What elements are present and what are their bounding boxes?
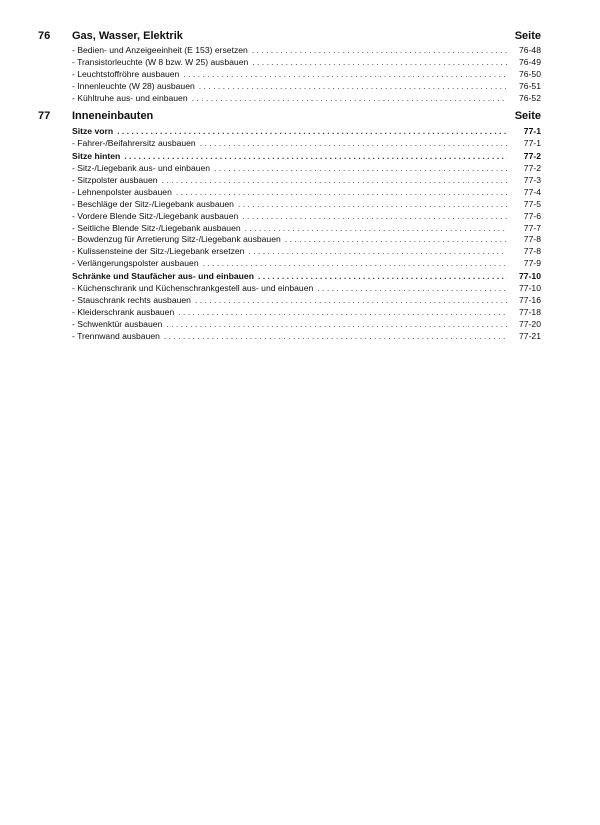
toc-entry[interactable] — [72, 283, 541, 295]
entry-label: - Trennwand ausbauen — [72, 330, 160, 341]
toc-section-entry[interactable] — [72, 151, 541, 163]
entry-page: 77-7 — [523, 222, 541, 233]
chapter-number: 77 — [38, 110, 51, 123]
entry-label: - Fahrer-/Beifahrersitz ausbauen — [72, 138, 196, 149]
entry-label: - Sitzpolster ausbauen — [72, 175, 158, 186]
entry-label: - Vordere Blende Sitz-/Liegebank ausbauen — [72, 210, 239, 221]
dot-leader — [238, 199, 507, 211]
toc-entry[interactable] — [72, 69, 541, 81]
entry-label: - Schwenktür ausbauen — [72, 318, 163, 329]
dot-leader — [258, 271, 507, 283]
dot-leader — [248, 246, 507, 258]
dot-leader — [317, 283, 507, 295]
dot-leader — [164, 331, 507, 343]
toc-entry[interactable] — [72, 175, 541, 187]
toc-entry[interactable] — [72, 199, 541, 211]
entry-page: 77-2 — [523, 151, 541, 162]
entry-page: 77-1 — [523, 126, 541, 137]
toc-section-entry[interactable] — [72, 271, 541, 283]
entry-label: - Küchenschrank und Küchenschrankgestell aus- und einbauen — [72, 283, 314, 294]
entry-page: 77-1 — [523, 138, 541, 149]
toc-entry[interactable] — [72, 258, 541, 270]
toc-entry[interactable] — [72, 45, 541, 57]
entry-label: - Kulissensteine der Sitz-/Liegebank ersetzen — [72, 246, 245, 257]
entry-label: - Kleiderschrank ausbauen — [72, 306, 175, 317]
toc-entry[interactable] — [72, 187, 541, 199]
chapter-title: Inneneinbauten — [72, 110, 154, 123]
entry-label: Sitze vorn — [72, 126, 114, 137]
entry-page: 77-10 — [519, 271, 541, 282]
entry-page: 76-49 — [519, 56, 541, 67]
toc-entry[interactable] — [72, 93, 541, 105]
entry-label: - Leuchtstoffröhre ausbauen — [72, 68, 180, 79]
entry-label: - Kühltruhe aus- und einbauen — [72, 92, 188, 103]
dot-leader — [200, 138, 507, 150]
entry-page: 77-20 — [519, 318, 541, 329]
entry-page: 77-9 — [523, 258, 541, 269]
dot-leader — [214, 163, 507, 175]
toc-entry[interactable] — [72, 223, 541, 235]
entry-label: - Seitliche Blende Sitz-/Liegebank ausbauen — [72, 222, 241, 233]
toc-entry[interactable] — [72, 163, 541, 175]
entry-page: 77-2 — [523, 163, 541, 174]
entry-page: 77-8 — [523, 246, 541, 257]
toc-entry[interactable] — [72, 307, 541, 319]
dot-leader — [124, 151, 507, 163]
toc-entry[interactable] — [72, 57, 541, 69]
entry-page: 76-52 — [519, 92, 541, 103]
entry-label: Schränke und Staufächer aus- und einbauen — [72, 271, 254, 282]
entry-page: 76-48 — [519, 45, 541, 55]
toc-entry[interactable] — [72, 319, 541, 331]
dot-leader — [242, 211, 507, 223]
entry-label: - Sitz-/Liegebank aus- und einbauen — [72, 163, 211, 174]
chapter-title: Gas, Wasser, Elektrik — [72, 30, 183, 42]
entry-label: - Bedien- und Anzeigeeinheit (E 153) ersetzen — [72, 45, 248, 55]
entry-page: 76-51 — [519, 80, 541, 91]
dot-leader — [195, 295, 507, 307]
dot-leader — [162, 175, 507, 187]
entry-page: 77-8 — [523, 234, 541, 245]
entry-label: - Innenleuchte (W 28) ausbauen — [72, 80, 195, 91]
entry-page: 77-16 — [519, 294, 541, 305]
dot-leader — [192, 93, 507, 105]
dot-leader — [166, 319, 507, 331]
dot-leader — [252, 45, 507, 57]
toc-entry[interactable] — [72, 138, 541, 150]
page-column-label: Seite — [514, 110, 541, 123]
chapter-number: 76 — [38, 30, 51, 42]
dot-leader — [203, 258, 507, 270]
chapter-heading — [38, 110, 541, 125]
dot-leader — [176, 187, 507, 199]
entry-label: - Lehnenpolster ausbauen — [72, 186, 172, 197]
toc-entry[interactable] — [72, 331, 541, 343]
chapter-heading — [38, 30, 541, 45]
page-column-label: Seite — [514, 30, 541, 42]
toc-entry[interactable] — [72, 211, 541, 223]
entry-label: - Beschläge der Sitz-/Liegebank ausbauen — [72, 198, 234, 209]
entry-label: - Stauschrank rechts ausbauen — [72, 294, 191, 305]
entry-page: 77-10 — [519, 283, 541, 294]
dot-leader — [178, 307, 507, 319]
chapter-76 — [38, 30, 541, 104]
dot-leader — [183, 69, 507, 81]
entry-page: 77-4 — [523, 186, 541, 197]
dot-leader — [245, 223, 507, 235]
toc-entry[interactable] — [72, 246, 541, 258]
dot-leader — [252, 57, 507, 69]
entry-page: 77-18 — [519, 306, 541, 317]
entry-label: Sitze hinten — [72, 151, 121, 162]
dot-leader — [199, 81, 507, 93]
dot-leader — [117, 126, 507, 138]
entry-page: 77-3 — [523, 175, 541, 186]
entry-label: - Bowdenzug für Arretierung Sitz-/Liegebank ausbauen — [72, 234, 281, 245]
entry-label: - Transistorleuchte (W 8 bzw. W 25) ausbauen — [72, 56, 249, 67]
chapter-77 — [38, 110, 541, 342]
entry-page: 77-5 — [523, 198, 541, 209]
entry-page: 77-6 — [523, 210, 541, 221]
table-of-contents — [38, 30, 541, 342]
entry-page: 77-21 — [519, 330, 541, 341]
toc-section-entry[interactable] — [72, 126, 541, 138]
dot-leader — [285, 234, 507, 246]
toc-entry[interactable] — [72, 295, 541, 307]
entry-label: - Verlängerungspolster ausbauen — [72, 258, 199, 269]
toc-entry[interactable] — [72, 81, 541, 93]
entry-page: 76-50 — [519, 68, 541, 79]
toc-entry[interactable] — [72, 234, 541, 246]
